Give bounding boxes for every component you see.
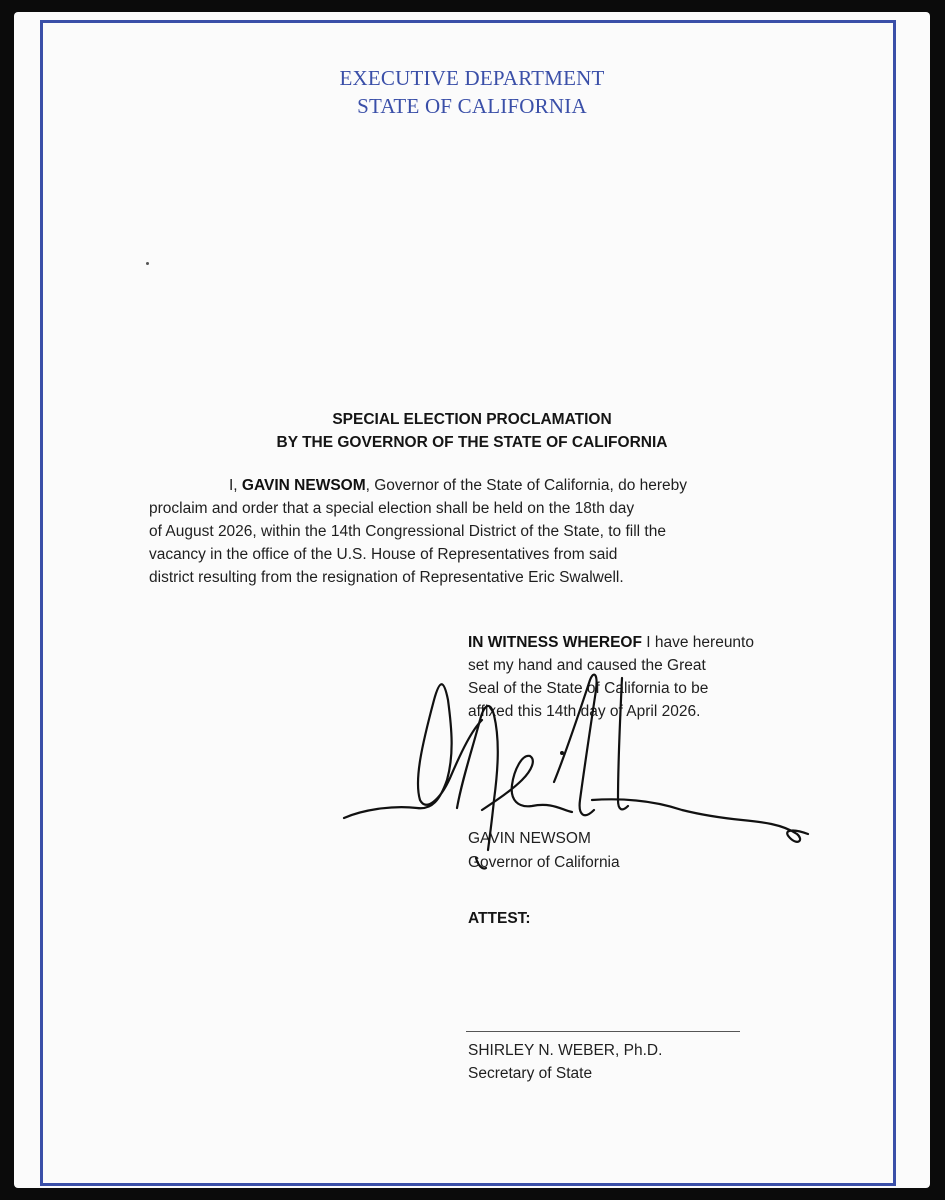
title-line-1: SPECIAL ELECTION PROCLAMATION	[332, 411, 612, 428]
secretary-signature-block	[468, 1039, 662, 1085]
proclamation-body	[149, 474, 809, 589]
body-prefix: I,	[229, 477, 242, 494]
body-line-1	[149, 474, 809, 497]
attest-label: ATTEST:	[468, 910, 531, 927]
document-page	[14, 12, 930, 1188]
body-line-3: of August 2026, within the 14th Congressional District of the State, to fill the	[149, 523, 666, 540]
body-line-5: district resulting from the resignation of Representative Eric Swalwell.	[149, 569, 624, 586]
governor-signature	[322, 660, 822, 890]
page-border	[40, 20, 896, 1186]
secretary-title: Secretary of State	[468, 1065, 593, 1082]
paper-speck	[146, 262, 149, 265]
letterhead	[14, 64, 930, 120]
body-line-1-rest: , Governor of the State of California, do hereby	[365, 477, 688, 494]
witness-line-2: set my hand and caused the Great	[468, 657, 706, 674]
proclamation-title	[14, 408, 930, 454]
letterhead-state: STATE OF CALIFORNIA	[357, 94, 587, 118]
witness-line-1-rest: I have hereunto	[641, 634, 754, 651]
body-line-4: vacancy in the office of the U.S. House of Representatives from said	[149, 546, 618, 563]
secretary-name: SHIRLEY N. WEBER, Ph.D.	[468, 1042, 663, 1059]
witness-line-4: affixed this 14th day of April 2026.	[468, 703, 701, 720]
title-line-2: BY THE GOVERNOR OF THE STATE OF CALIFORNIA	[276, 434, 668, 451]
secretary-signature-line	[466, 1031, 740, 1032]
witness-lead: IN WITNESS WHEREOF	[468, 634, 642, 651]
body-line-2: proclaim and order that a special election shall be held on the 18th day	[149, 500, 635, 517]
witness-line-1	[468, 631, 754, 654]
governor-name: GAVIN NEWSOM	[241, 477, 366, 494]
signer-name: GAVIN NEWSOM	[468, 830, 591, 847]
signer-title: Governor of California	[468, 854, 620, 871]
letterhead-department: EXECUTIVE DEPARTMENT	[339, 66, 605, 90]
witness-line-3: Seal of the State of California to be	[468, 680, 709, 697]
